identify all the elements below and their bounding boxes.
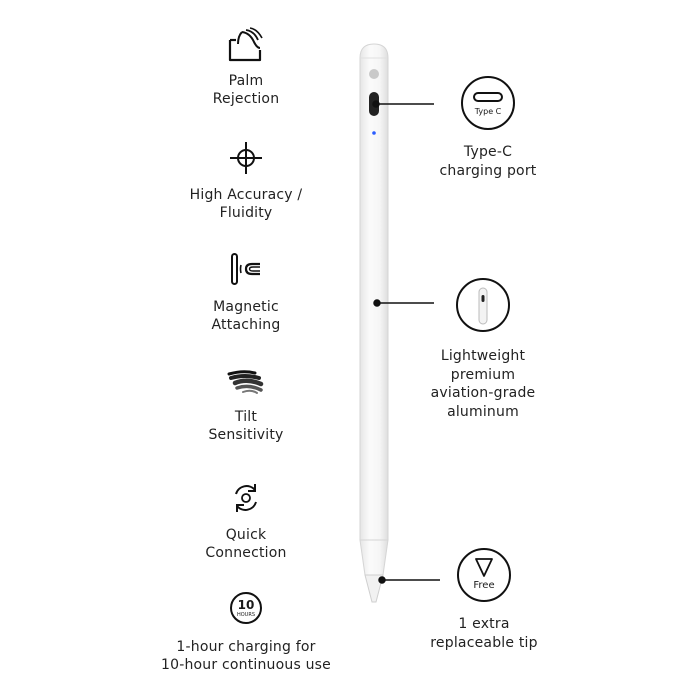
leader-dot-tip [379, 577, 385, 583]
feature-palm-rejection [136, 26, 356, 108]
brush-stroke-icon [221, 366, 271, 396]
feature-label-line: High Accuracy / [189, 187, 303, 203]
callout-label-line: aluminum [447, 403, 519, 420]
feature-quick-connection [136, 480, 356, 562]
callout-label-line: charging port [439, 162, 537, 179]
feature-label-line: Magnetic [213, 299, 279, 315]
feature-charging-duration [136, 592, 356, 674]
stylus-pen [360, 44, 388, 602]
callout-replaceable-tip [394, 548, 574, 652]
tip-icon-label: Free [473, 580, 495, 591]
magnet-icon [224, 252, 268, 286]
feature-label-line: Rejection [212, 91, 280, 107]
indicator-led [372, 131, 376, 135]
ten-hours-icon [230, 592, 262, 624]
ten-hours-icon-unit: HOURS [236, 612, 255, 618]
feature-label-line: Connection [205, 545, 287, 561]
feature-label-line: 1-hour charging for [176, 639, 316, 655]
sync-icon [228, 480, 264, 516]
usb-c-icon-label: Type C [474, 107, 502, 116]
callout-label-line: replaceable tip [430, 634, 538, 651]
leader-dot-type-c [373, 101, 379, 107]
callout-label-line: 1 extra [458, 616, 510, 632]
callout-label-line: Type-C [463, 144, 513, 160]
feature-label-line: 10-hour continuous use [160, 657, 331, 673]
callout-label-line: premium [450, 366, 516, 383]
callout-label-line: Lightweight [440, 348, 526, 364]
feature-magnetic-attaching [136, 252, 356, 334]
feature-high-accuracy [136, 140, 356, 222]
feature-label-line: Attaching [211, 317, 281, 333]
feature-label-line: Sensitivity [208, 427, 284, 443]
feature-label-line: Fluidity [219, 205, 273, 221]
pen-body-icon [456, 278, 510, 332]
ten-hours-icon-number: 10 [237, 598, 255, 612]
feature-label-line: Tilt [234, 409, 258, 425]
callout-label-line: aviation-grade [430, 385, 536, 401]
feature-label-line: Palm [228, 73, 264, 89]
brand-logo [369, 69, 379, 79]
callout-aluminum-body [393, 278, 573, 421]
callout-type-c-port [398, 76, 578, 180]
usb-c-port-icon [461, 76, 515, 130]
pen-tip-icon [457, 548, 511, 602]
leader-dot-aluminum [374, 300, 380, 306]
feature-tilt-sensitivity [136, 366, 356, 444]
feature-label-line: Quick [225, 527, 267, 543]
palm-rejection-icon [224, 26, 268, 66]
crosshair-icon [226, 140, 266, 176]
